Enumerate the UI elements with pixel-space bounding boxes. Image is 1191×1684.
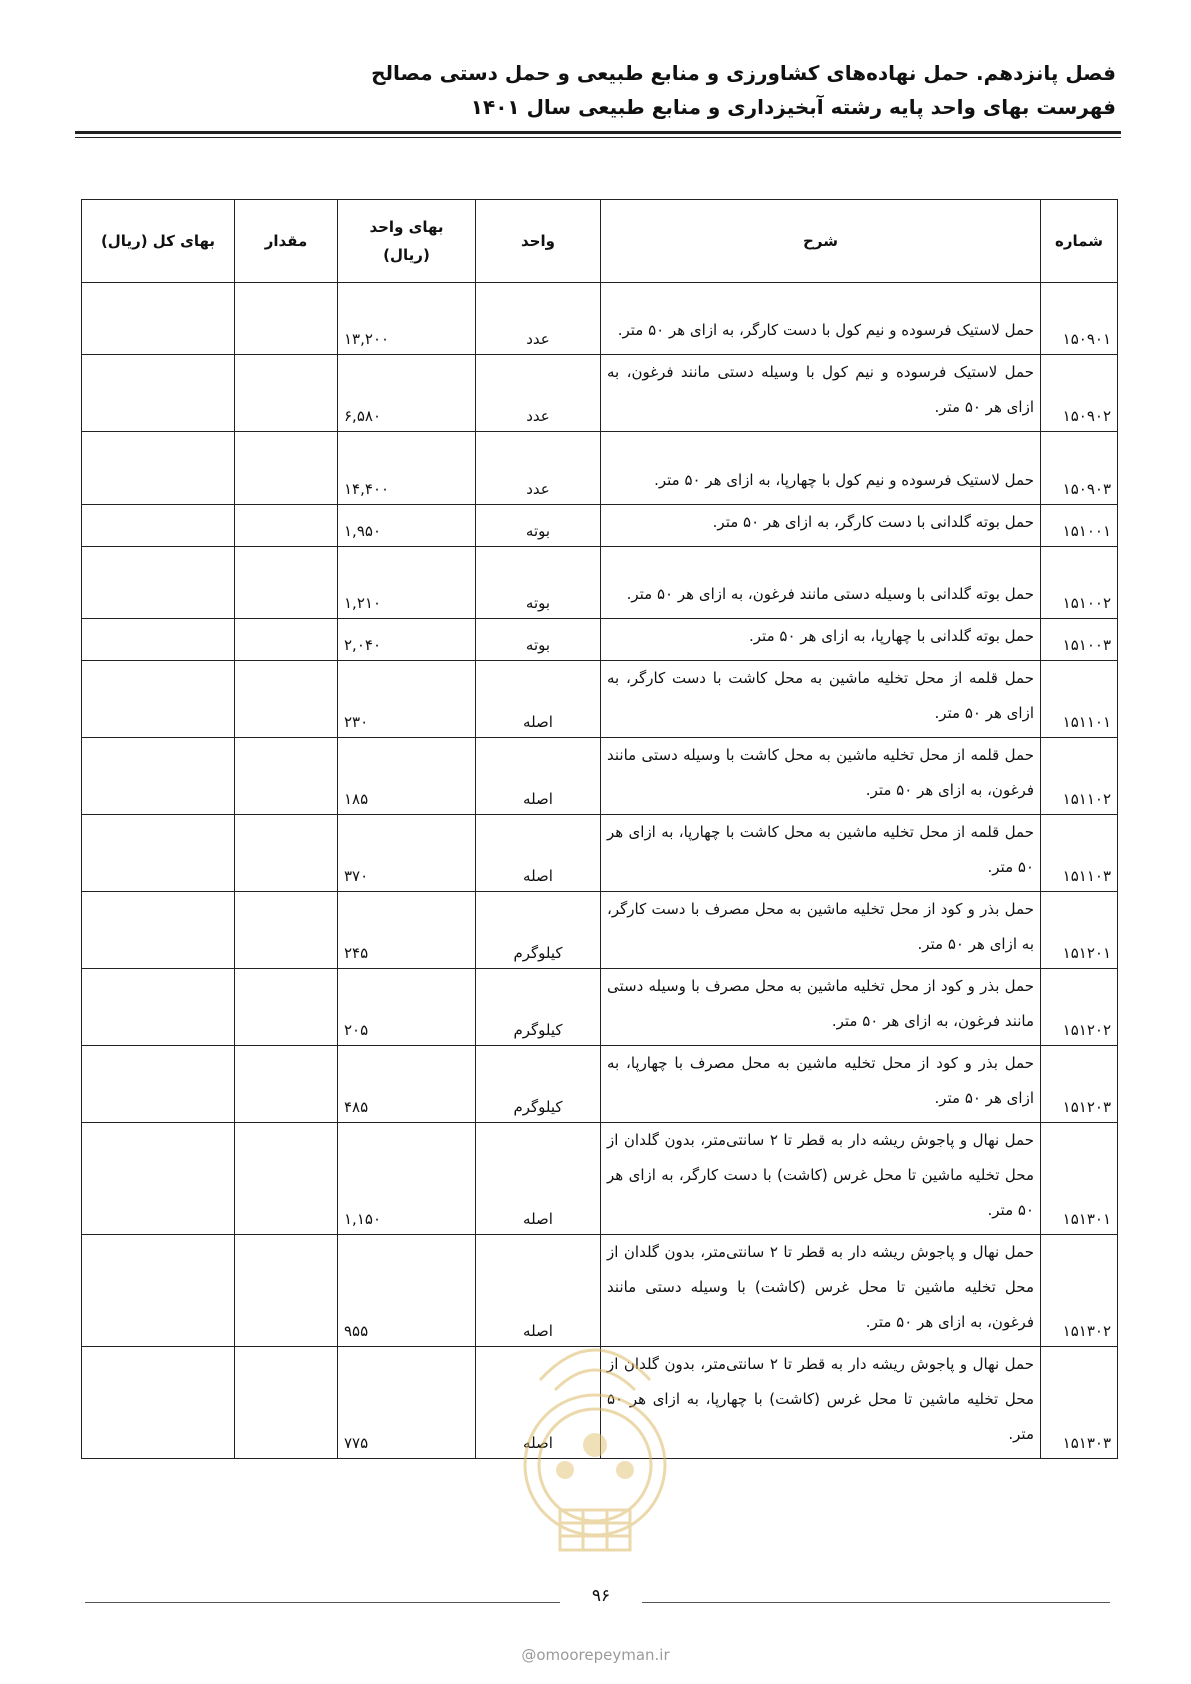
table-row xyxy=(82,661,1118,738)
row-total-price xyxy=(82,283,235,355)
table-row xyxy=(82,969,1118,1046)
row-total-price xyxy=(82,661,235,738)
row-quantity xyxy=(235,661,338,738)
row-quantity xyxy=(235,1235,338,1347)
row-quantity xyxy=(235,432,338,505)
row-unit-price: ۱,۲۱۰ xyxy=(338,547,476,619)
header-description: شرح xyxy=(601,200,1041,283)
row-description: حمل قلمه از محل تخلیه ماشین به محل کاشت با دست کارگر، به ازای هر ۵۰ متر. xyxy=(601,661,1041,738)
row-total-price xyxy=(82,969,235,1046)
row-description: حمل قلمه از محل تخلیه ماشین به محل کاشت با وسیله دستی مانند فرغون، به ازای هر ۵۰ متر. xyxy=(601,738,1041,815)
row-description: حمل بوته گلدانی با چهارپا، به ازای هر ۵۰ متر. xyxy=(601,619,1041,661)
header-unit-price-currency: (ریال) xyxy=(383,246,430,264)
table-row xyxy=(82,738,1118,815)
row-unit: اصله xyxy=(476,1347,601,1459)
row-total-price xyxy=(82,738,235,815)
row-unit-price: ۱,۹۵۰ xyxy=(338,505,476,547)
row-unit-price: ۳۷۰ xyxy=(338,815,476,892)
row-unit: کیلوگرم xyxy=(476,1046,601,1123)
document-title: فهرست بهای واحد پایه رشته آبخیزداری و منابع طبیعی سال ۱۴۰۱ xyxy=(470,95,1116,119)
row-unit-price: ۱,۱۵۰ xyxy=(338,1123,476,1235)
row-unit: بوته xyxy=(476,505,601,547)
row-unit-price: ۲۰۵ xyxy=(338,969,476,1046)
row-total-price xyxy=(82,547,235,619)
row-unit: اصله xyxy=(476,815,601,892)
row-description: حمل بذر و کود از محل تخلیه ماشین به محل مصرف با دست کارگر، به ازای هر ۵۰ متر. xyxy=(601,892,1041,969)
row-description: حمل بذر و کود از محل تخلیه ماشین به محل مصرف با وسیله دستی مانند فرغون، به ازای هر ۵۰ متر. xyxy=(601,969,1041,1046)
row-code: ۱۵۱۳۰۲ xyxy=(1041,1235,1118,1347)
row-unit-price: ۱۳,۲۰۰ xyxy=(338,283,476,355)
row-unit: عدد xyxy=(476,283,601,355)
header-unit-price xyxy=(338,200,476,283)
row-unit-price: ۹۵۵ xyxy=(338,1235,476,1347)
row-description: حمل لاستیک فرسوده و نیم کول با دست کارگر، به ازای هر ۵۰ متر. xyxy=(601,283,1041,355)
row-unit: اصله xyxy=(476,738,601,815)
row-unit: کیلوگرم xyxy=(476,969,601,1046)
row-description: حمل لاستیک فرسوده و نیم کول با چهارپا، به ازای هر ۵۰ متر. xyxy=(601,432,1041,505)
row-code: ۱۵۰۹۰۳ xyxy=(1041,432,1118,505)
row-description: حمل قلمه از محل تخلیه ماشین به محل کاشت با چهارپا، به ازای هر ۵۰ متر. xyxy=(601,815,1041,892)
row-description: حمل لاستیک فرسوده و نیم کول با وسیله دستی مانند فرغون، به ازای هر ۵۰ متر. xyxy=(601,355,1041,432)
table-row xyxy=(82,355,1118,432)
header-code: شماره xyxy=(1041,200,1118,283)
row-total-price xyxy=(82,1235,235,1347)
row-unit-price: ۱۴,۴۰۰ xyxy=(338,432,476,505)
page-header xyxy=(71,56,1116,124)
row-unit: کیلوگرم xyxy=(476,892,601,969)
row-code: ۱۵۱۲۰۱ xyxy=(1041,892,1118,969)
footer-website: @omoorepeyman.ir xyxy=(521,1646,670,1664)
row-quantity xyxy=(235,1046,338,1123)
table-body xyxy=(82,283,1118,1459)
row-code: ۱۵۱۱۰۳ xyxy=(1041,815,1118,892)
row-description: حمل نهال و پاجوش ریشه دار به قطر تا ۲ سانتی‌متر، بدون گلدان از محل تخلیه ماشین تا محل غرس (کاشت) با دست کارگر، به ازای هر ۵۰ متر. xyxy=(601,1123,1041,1235)
row-total-price xyxy=(82,432,235,505)
row-code: ۱۵۱۲۰۲ xyxy=(1041,969,1118,1046)
row-unit: بوته xyxy=(476,619,601,661)
header-rule-thick xyxy=(75,131,1121,134)
row-total-price xyxy=(82,619,235,661)
row-unit: عدد xyxy=(476,355,601,432)
header-unit-price-label: بهای واحد xyxy=(369,218,444,236)
row-description: حمل نهال و پاجوش ریشه دار به قطر تا ۲ سانتی‌متر، بدون گلدان از محل تخلیه ماشین تا محل غرس (کاشت) با وسیله دستی مانند فرغون، به ازای هر ۵۰ متر. xyxy=(601,1235,1041,1347)
row-total-price xyxy=(82,815,235,892)
row-unit: اصله xyxy=(476,1235,601,1347)
row-description: حمل بوته گلدانی با دست کارگر، به ازای هر ۵۰ متر. xyxy=(601,505,1041,547)
row-description: حمل بذر و کود از محل تخلیه ماشین به محل مصرف با چهارپا، به ازای هر ۵۰ متر. xyxy=(601,1046,1041,1123)
price-list-table xyxy=(81,199,1118,1459)
row-total-price xyxy=(82,505,235,547)
table-row xyxy=(82,892,1118,969)
row-total-price xyxy=(82,1046,235,1123)
row-unit-price: ۲۴۵ xyxy=(338,892,476,969)
row-quantity xyxy=(235,738,338,815)
row-total-price xyxy=(82,1347,235,1459)
row-total-price xyxy=(82,1123,235,1235)
table-row xyxy=(82,815,1118,892)
row-unit-price: ۲,۰۴۰ xyxy=(338,619,476,661)
row-unit-price: ۱۸۵ xyxy=(338,738,476,815)
row-code: ۱۵۱۲۰۳ xyxy=(1041,1046,1118,1123)
row-code: ۱۵۱۳۰۱ xyxy=(1041,1123,1118,1235)
table-row xyxy=(82,432,1118,505)
row-code: ۱۵۱۳۰۳ xyxy=(1041,1347,1118,1459)
row-unit: اصله xyxy=(476,661,601,738)
row-unit-price: ۶,۵۸۰ xyxy=(338,355,476,432)
row-unit-price: ۷۷۵ xyxy=(338,1347,476,1459)
row-quantity xyxy=(235,969,338,1046)
table-row xyxy=(82,283,1118,355)
header-total-price: بهای کل (ریال) xyxy=(82,200,235,283)
row-quantity xyxy=(235,892,338,969)
row-quantity xyxy=(235,619,338,661)
table-row xyxy=(82,547,1118,619)
row-unit-price: ۴۸۵ xyxy=(338,1046,476,1123)
row-unit: اصله xyxy=(476,1123,601,1235)
row-code: ۱۵۱۱۰۲ xyxy=(1041,738,1118,815)
table-row xyxy=(82,1235,1118,1347)
row-code: ۱۵۱۰۰۳ xyxy=(1041,619,1118,661)
row-code: ۱۵۱۰۰۱ xyxy=(1041,505,1118,547)
row-total-price xyxy=(82,355,235,432)
row-quantity xyxy=(235,547,338,619)
table-row xyxy=(82,505,1118,547)
row-quantity xyxy=(235,355,338,432)
row-unit-price: ۲۳۰ xyxy=(338,661,476,738)
row-description: حمل بوته گلدانی با وسیله دستی مانند فرغون، به ازای هر ۵۰ متر. xyxy=(601,547,1041,619)
row-unit: عدد xyxy=(476,432,601,505)
row-code: ۱۵۰۹۰۲ xyxy=(1041,355,1118,432)
row-quantity xyxy=(235,283,338,355)
row-quantity xyxy=(235,815,338,892)
header-quantity: مقدار xyxy=(235,200,338,283)
page-number: ۹۶ xyxy=(560,1586,642,1606)
row-code: ۱۵۰۹۰۱ xyxy=(1041,283,1118,355)
table-header-row xyxy=(82,200,1118,283)
row-quantity xyxy=(235,1347,338,1459)
header-unit: واحد xyxy=(476,200,601,283)
row-code: ۱۵۱۰۰۲ xyxy=(1041,547,1118,619)
row-quantity xyxy=(235,1123,338,1235)
row-description: حمل نهال و پاجوش ریشه دار به قطر تا ۲ سانتی‌متر، بدون گلدان از محل تخلیه ماشین تا محل غرس (کاشت) با چهارپا، به ازای هر ۵۰ متر. xyxy=(601,1347,1041,1459)
header-rule-thin xyxy=(75,137,1121,138)
row-code: ۱۵۱۱۰۱ xyxy=(1041,661,1118,738)
chapter-title: فصل پانزدهم. حمل نهاده‌های کشاورزی و منابع طبیعی و حمل دستی مصالح xyxy=(371,61,1116,85)
table-row xyxy=(82,619,1118,661)
row-unit: بوته xyxy=(476,547,601,619)
table-row xyxy=(82,1347,1118,1459)
table-row xyxy=(82,1123,1118,1235)
row-total-price xyxy=(82,892,235,969)
table-row xyxy=(82,1046,1118,1123)
row-quantity xyxy=(235,505,338,547)
